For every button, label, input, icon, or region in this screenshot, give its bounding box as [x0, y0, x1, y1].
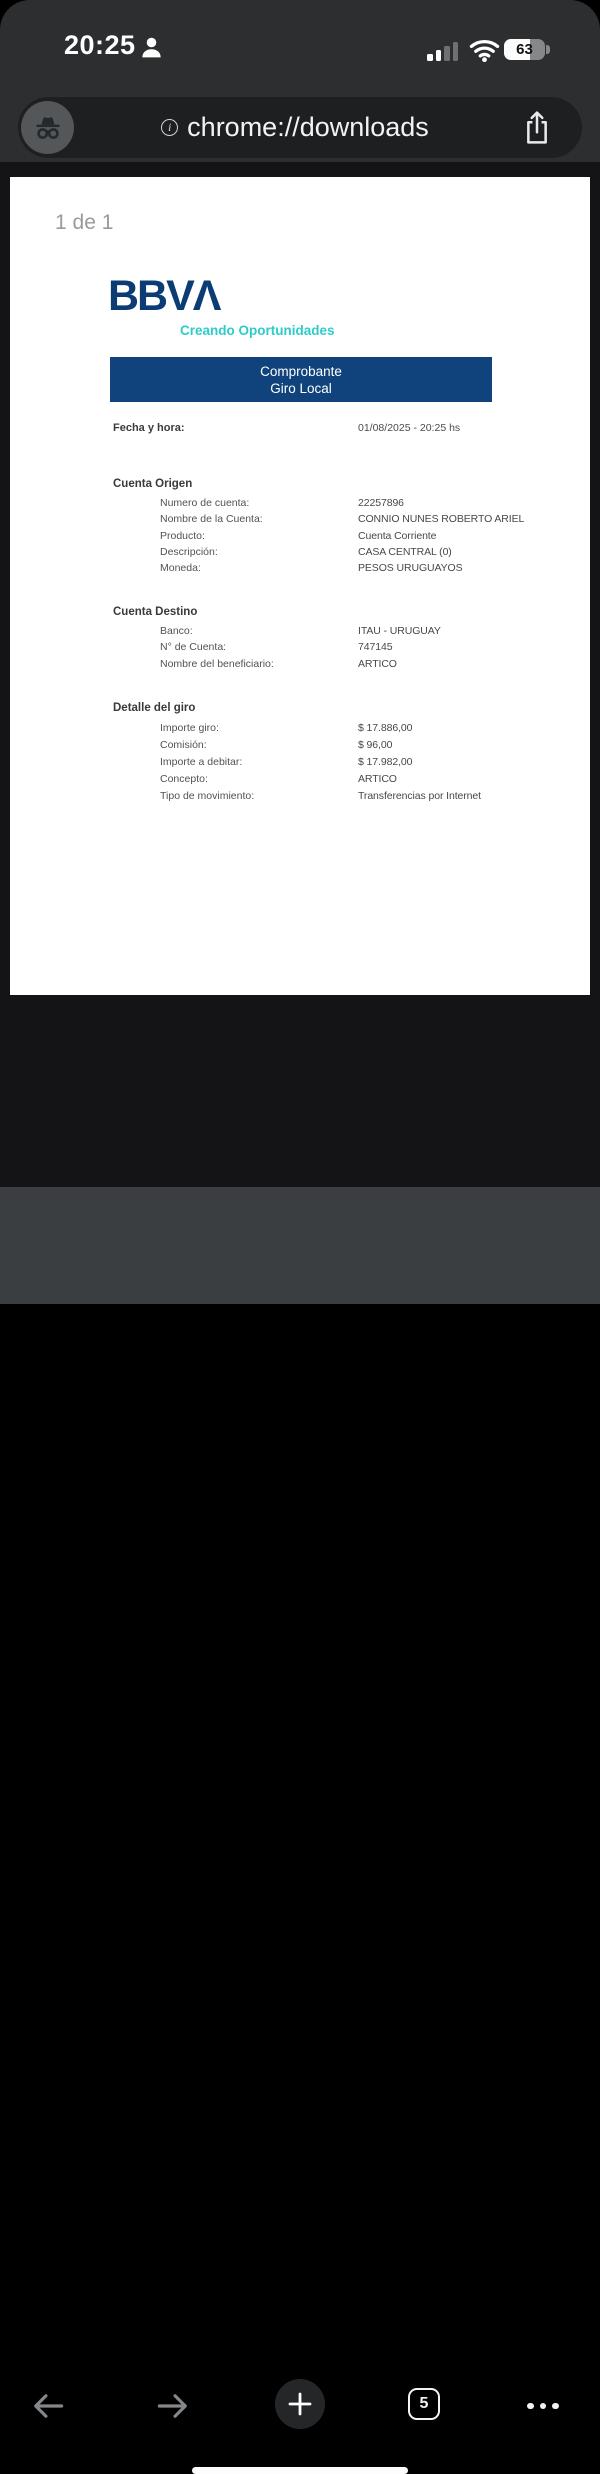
clock: 20:25: [64, 30, 136, 60]
doc-field-row: [160, 753, 563, 770]
field-label: Importe giro:: [160, 721, 219, 734]
more-options-button[interactable]: [521, 2392, 565, 2420]
field-value: 22257896: [358, 497, 404, 510]
incognito-icon: [33, 114, 63, 141]
section-title: Cuenta Origen: [113, 478, 193, 490]
wifi-icon: [469, 39, 500, 62]
pdf-viewport[interactable]: [0, 162, 600, 1187]
battery-percent: 63: [516, 41, 533, 58]
section-detalle-giro: [113, 701, 563, 804]
home-indicator[interactable]: [192, 2467, 408, 2474]
page-info-icon[interactable]: i: [161, 119, 178, 136]
share-icon: [522, 110, 552, 146]
banner-line1: Comprobante: [260, 363, 342, 379]
browser-top-chrome: [0, 0, 600, 162]
url-display[interactable]: [78, 97, 512, 158]
doc-field-row: [160, 719, 563, 736]
field-label: Importe a debitar:: [160, 755, 243, 768]
doc-field-row: [160, 528, 563, 544]
doc-field-row: [160, 495, 563, 511]
field-label: Nombre de la Cuenta:: [160, 513, 263, 526]
dot-icon: [527, 2403, 534, 2410]
url-text: chrome://downloads: [187, 112, 429, 142]
battery-icon: [504, 39, 545, 60]
browser-toolbar: [0, 1187, 600, 2412]
plus-icon: [286, 2390, 314, 2418]
field-label: Comisión:: [160, 738, 207, 751]
section-title: Detalle del giro: [113, 702, 196, 714]
field-label: Tipo de movimiento:: [160, 789, 255, 802]
field-value: $ 96,00: [358, 738, 393, 751]
doc-field-row: [160, 560, 563, 576]
field-label: Numero de cuenta:: [160, 497, 250, 510]
fecha-label: Fecha y hora:: [113, 422, 185, 434]
tab-count: 5: [419, 2395, 429, 2412]
section-cuenta-origen: [113, 477, 563, 576]
field-value: $ 17.886,00: [358, 721, 413, 734]
banner-line2: Giro Local: [270, 380, 332, 396]
battery-nub: [546, 45, 550, 54]
forward-button[interactable]: [151, 2384, 195, 2428]
share-button[interactable]: [517, 108, 557, 148]
doc-field-row: [160, 623, 563, 639]
bbva-tagline: Creando Oportunidades: [180, 323, 335, 338]
doc-field-row: [160, 770, 563, 787]
back-button[interactable]: [26, 2384, 70, 2428]
field-value: Transferencias por Internet: [358, 789, 481, 802]
field-value: PESOS URUGUAYOS: [358, 562, 463, 575]
field-value: $ 17.982,00: [358, 755, 413, 768]
incognito-button[interactable]: [21, 101, 74, 154]
field-label: Moneda:: [160, 562, 201, 575]
pdf-page: [10, 177, 590, 995]
field-value: ARTICO: [358, 772, 397, 785]
doc-field-row: [160, 511, 563, 527]
field-value: Cuenta Corriente: [358, 529, 437, 542]
fecha-row: [113, 422, 553, 434]
status-bar: [0, 0, 600, 88]
focus-mode-person-icon: [139, 35, 164, 60]
field-value: ARTICO: [358, 657, 397, 670]
document-title-banner: [110, 357, 492, 402]
doc-field-row: [160, 544, 563, 560]
field-value: ITAU - URUGUAY: [358, 625, 441, 638]
field-value: CASA CENTRAL (0): [358, 546, 452, 559]
back-arrow-icon: [31, 2391, 65, 2421]
field-value: 747145: [358, 641, 393, 654]
bbva-logo: BBVΛ: [108, 272, 220, 320]
field-label: Concepto:: [160, 772, 208, 785]
omnibox[interactable]: [18, 97, 582, 158]
cellular-signal-icon: [427, 41, 463, 61]
new-tab-button[interactable]: [275, 2379, 325, 2429]
field-value: CONNIO NUNES ROBERTO ARIEL: [358, 513, 525, 526]
field-label: Banco:: [160, 625, 193, 638]
field-label: Descripción:: [160, 546, 218, 559]
section-cuenta-destino: [113, 605, 563, 672]
field-label: Producto:: [160, 529, 205, 542]
dot-icon: [552, 2403, 559, 2410]
field-label: N° de Cuenta:: [160, 641, 227, 654]
doc-field-row: [160, 639, 563, 655]
doc-field-row: [160, 736, 563, 753]
tab-switcher-button[interactable]: [408, 2388, 440, 2420]
forward-arrow-icon: [156, 2391, 190, 2421]
page-indicator: 1 de 1: [55, 211, 114, 234]
fecha-value: 01/08/2025 - 20:25 hs: [358, 422, 461, 434]
field-label: Nombre del beneficiario:: [160, 657, 274, 670]
section-title: Cuenta Destino: [113, 606, 198, 618]
doc-field-row: [160, 656, 563, 672]
dot-icon: [540, 2403, 547, 2410]
doc-field-row: [160, 787, 563, 804]
